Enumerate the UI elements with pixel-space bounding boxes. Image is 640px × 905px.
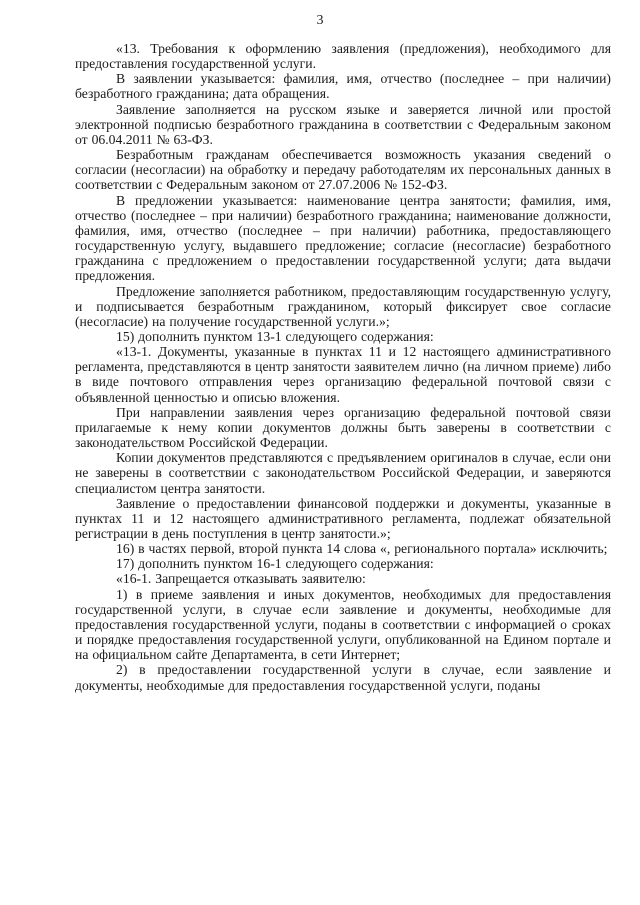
paragraph-16-1-subitem-1: 1) в приеме заявления и иных документов, необходимых для предоставления государственной услуги, в случае если заявление и документы, необходимые для предоставления государственной услуги, поданы в соответствии с информацией о сроках и порядке предоставления государственной услуги, опубликованной на Едином портале и на официальном сайте Департамента, в сети Интернет; xyxy=(75,586,611,663)
paragraph-16-1-subitem-2: 2) в предоставлении государственной услуги в случае, если заявление и документы, необходимые для предоставления государственной услуги, поданы xyxy=(75,662,611,693)
paragraph-application-contents: В заявлении указывается: фамилия, имя, отчество (последнее – при наличии) безработного гражданина; дата обращения. xyxy=(75,71,611,102)
paragraph-item-16: 16) в частях первой, второй пункта 14 слова «, регионального портала» исключить; xyxy=(116,541,608,557)
paragraph-personal-data-consent: Безработным гражданам обеспечивается возможность указания сведений о согласии (несогласии) на обработку и передачу работодателям их персональных данных в соответствии с Федеральным законом от 27.07.2006 № 152-ФЗ. xyxy=(75,147,611,193)
paragraph-item-15: 15) дополнить пунктом 13-1 следующего содержания: xyxy=(116,328,434,344)
paragraph-registration: Заявление о предоставлении финансовой поддержки и документы, указанные в пунктах 11 и 12 настоящего административного регламента, подлежат обязательной регистрации в день поступления в центр занятости.»; xyxy=(75,495,611,541)
paragraph-application-signature: Заявление заполняется на русском языке и заверяется личной или простой электронной подписью безработного гражданина в соответствии с Федеральным законом от 06.04.2011 № 63-ФЗ. xyxy=(75,101,611,147)
paragraph-13-1-documents: «13-1. Документы, указанные в пунктах 11 и 12 настоящего административного регламента, представляются в центр занятости заявителем лично (на личном приеме) либо в виде почтового отправления через организацию федеральной почтовой связи с объявленной ценностью и описью вложения. xyxy=(75,344,611,405)
paragraph-copies-originals: Копии документов представляются с предъявлением оригиналов в случае, если они не заверены в соответствии с законодательством Российской Федерации, и заверяются специалистом центра занятости. xyxy=(75,450,611,496)
paragraph-item-17: 17) дополнить пунктом 16-1 следующего содержания: xyxy=(116,556,434,572)
paragraph-proposal-contents: В предложении указывается: наименование центра занятости; фамилия, имя, отчество (последнее – при наличии) безработного гражданина; наименование должности, фамилия, имя, отчество (последнее – при наличии) работника, предоставляющего государственную услугу, выдавшего предложение; согласие (несогласие) безработного гражданина с предложением о предоставлении государственной услуги; дата выдачи предложения. xyxy=(75,192,611,284)
page-number: 3 xyxy=(316,13,324,28)
paragraph-13-header: «13. Требования к оформлению заявления (предложения), необходимого для предоставления государственной услуги. xyxy=(75,41,611,72)
document-body xyxy=(75,41,611,693)
paragraph-proposal-filling: Предложение заполняется работником, предоставляющим государственную услугу, и подписывается безработным гражданином, который фиксирует свое согласие (несогласие) на получение государственной услуги.»; xyxy=(75,283,611,329)
paragraph-postal-copies: При направлении заявления через организацию федеральной почтовой связи прилагаемые к нему копии документов должны быть заверены в соответствии с законодательством Российской Федерации. xyxy=(75,404,611,451)
paragraph-16-1-header: «16-1. Запрещается отказывать заявителю: xyxy=(116,571,366,587)
